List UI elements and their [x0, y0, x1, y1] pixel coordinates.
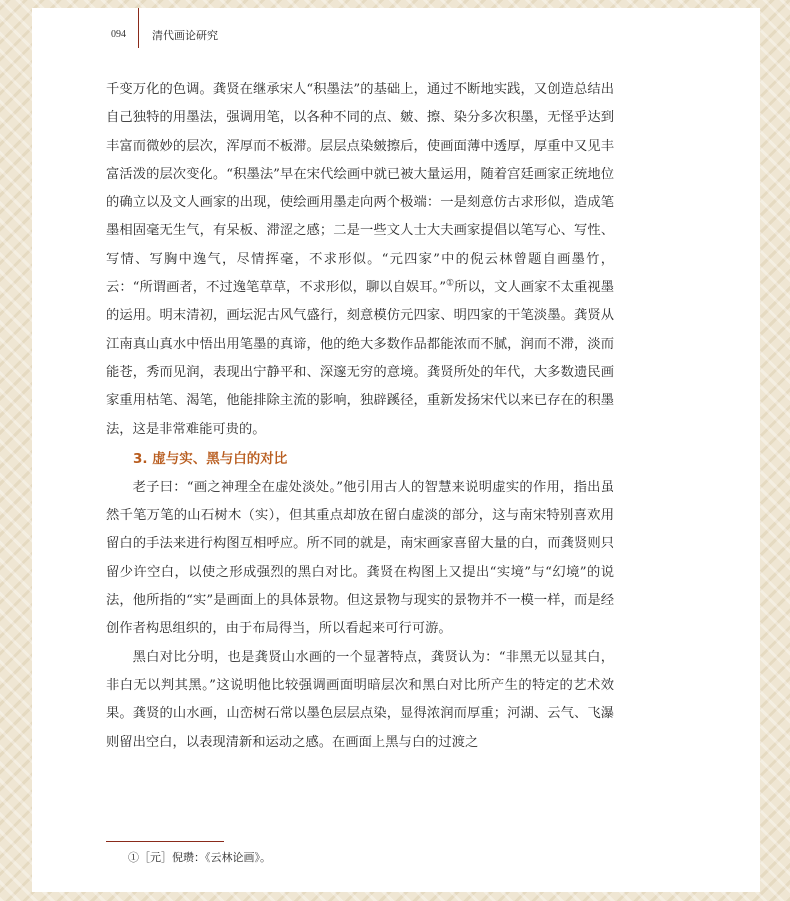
footnote: ①［元］倪瓒：《云林论画》。 [128, 851, 271, 864]
footnote-ref: ① [446, 278, 455, 289]
body-text [106, 76, 614, 757]
running-title: 清代画论研究 [152, 29, 218, 42]
footnote-divider [106, 841, 224, 842]
paragraph: 老子曰：“画之神理全在虚处淡处。”他引用古人的智慧来说明虚实的作用，指出虽然千笔万笔的山石树木（实），但其重点却放在留白虚淡的部分，这与南宋特别喜欢用留白的手法来进行构图互相呼应。所不同的就是，南宋画家喜留大量的白，而龚贤则只留少许空白，以使之形成强烈的黑白对比。龚贤在构图上又提出“实境”与“幻境”的说法，他所指的“实”是画面上的具体景物。但这景物与现实的景物并不一模一样，而是经创作者构思组织的，由于布局得当，所以看起来可行可游。 [106, 479, 614, 637]
header-divider [138, 8, 139, 48]
paragraph: 黑白对比分明，也是龚贤山水画的一个显著特点，龚贤认为：“非黑无以显其白，非白无以判其黑。”这说明他比较强调画面明暗层次和黑白对比所产生的特定的艺术效果。龚贤的山水画，山峦树石常以墨色层层点染，显得浓润而厚重；河湖、云气、飞瀑则留出空白，以表现清新和运动之感。在画面上黑与白的过渡之 [106, 649, 614, 750]
section-heading: 3. 虚与实、黑与白的对比 [133, 450, 288, 467]
paragraph-text: 千变万化的色调。龚贤在继承宋人“积墨法”的基础上，通过不断地实践，又创造总结出自己独特的用墨法，强调用笔，以各种不同的点、皴、擦、染分多次积墨，无怪乎达到丰富而微妙的层次，浑厚而不板滞。层层点染皴擦后，使画面薄中透厚，厚重中又见丰富活泼的层次变化。“积墨法”早在宋代绘画中就已被大量运用，随着宫廷画家正统地位的确立以及文人画家的出现，使绘画用墨走向两个极端：一是刻意仿古求形似，造成笔墨相固毫无生气，有呆板、滞涩之感；二是一些文人士大夫画家提倡以笔写心、写性、写情、写胸中逸气，尽情挥毫，不求形似。“元四家”中的倪云林曾题自画墨竹，云：“所谓画者，不过逸笔草草，不求形似，聊以自娱耳。” [106, 82, 614, 296]
paragraph [106, 76, 614, 444]
page-number: 094 [111, 29, 126, 40]
page-header [32, 8, 760, 52]
paragraph-text: 所以，文人画家不太重视墨的运用。明末清初，画坛泥古风气盛行，刻意模仿元四家、明四家的干笔淡墨。龚贤从江南真山真水中悟出用笔墨的真谛，他的绝大多数作品都能浓而不腻，润而不滞，淡而能苍，秀而见润，表现出宁静平和、深邃无穷的意境。龚贤所处的年代，大多数遗民画家重用枯笔、渴笔，他能排除主流的影响，独辟蹊径，重新发扬宋代以来已存在的积墨法，这是非常难能可贵的。 [106, 280, 614, 437]
